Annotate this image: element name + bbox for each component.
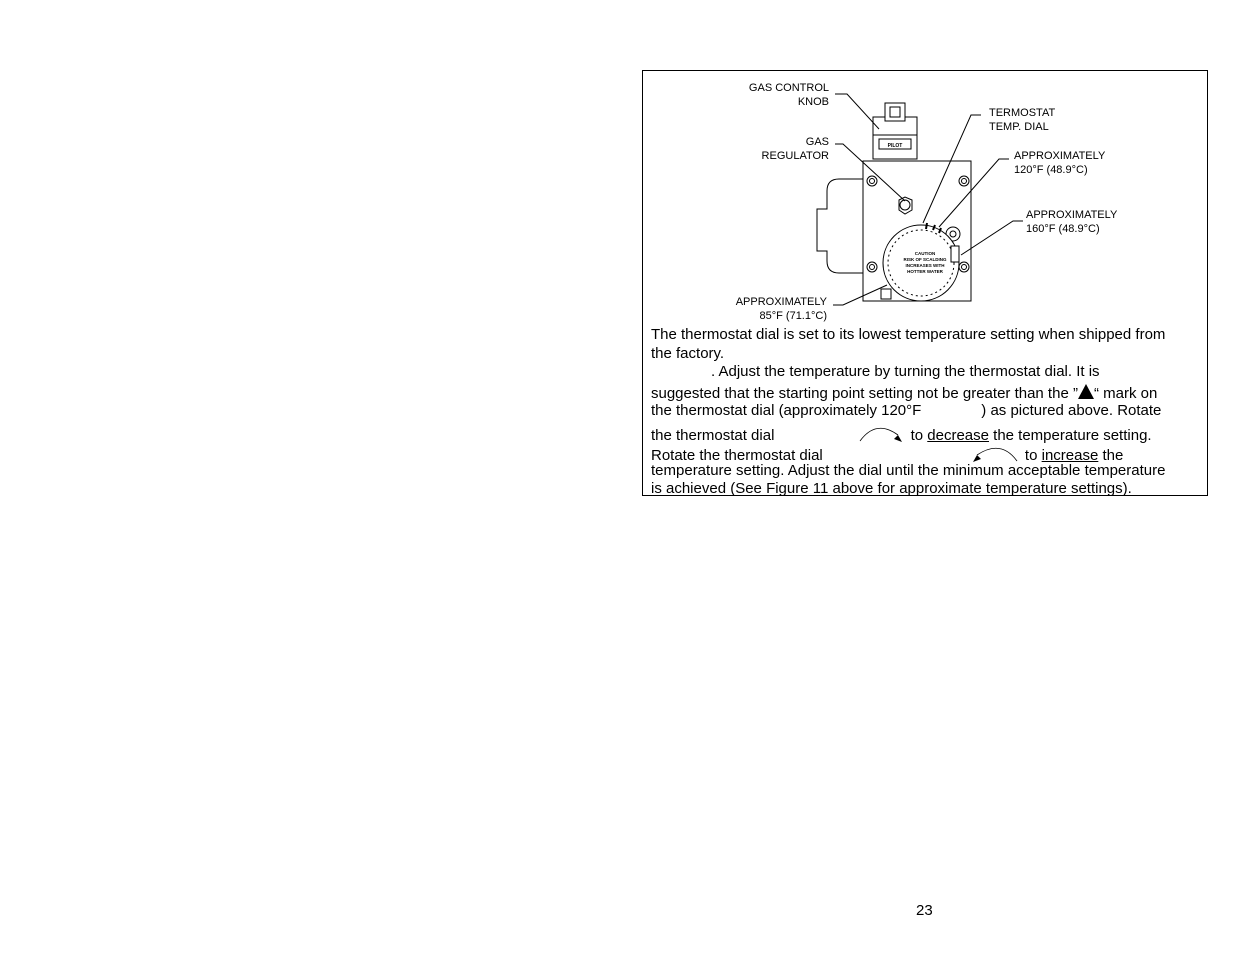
dial-caution-line-4: HOTTER WATER	[907, 269, 943, 274]
para-line-3: . Adjust the temperature by turning the thermostat dial. It is	[711, 363, 1100, 380]
page-number: 23	[916, 902, 933, 919]
para-line-6: the thermostat dial to decrease the temperature setting.	[651, 423, 1203, 442]
gas-control-knob-label: GAS CONTROL KNOB	[748, 82, 829, 108]
para-line-4: suggested that the starting point setting not be greater than the ” “ mark on	[651, 384, 1158, 402]
gas-regulator-label: GAS REGULATOR	[761, 136, 829, 162]
thermostat-dial-label: TERMOSTAT TEMP. DIAL	[989, 107, 1056, 133]
para-line-8: temperature setting. Adjust the dial until the minimum acceptable temperature	[651, 461, 1166, 479]
triangle-mark-icon	[1078, 384, 1094, 399]
para-line-2: the factory.	[651, 344, 725, 362]
pilot-marking: PILOT	[887, 143, 903, 149]
para-line-7: Rotate the thermostat dial to increase the	[651, 443, 1203, 462]
approx-160-label: APPROXIMATELY 160°F (48.9°C)	[1026, 209, 1118, 235]
gas-control-valve-diagram	[643, 71, 1209, 331]
thermostat-figure-box	[642, 70, 1208, 496]
dial-caution-line-3: INCREASES WITH	[905, 263, 945, 268]
para-line-1: The thermostat dial is set to its lowest temperature setting when shipped from	[651, 326, 1166, 343]
approx-85-label: APPROXIMATELY 85°F (71.1°C)	[735, 296, 827, 322]
para-line-5: the thermostat dial (approximately 120°F ) as pictured above. Rotate	[651, 402, 1162, 419]
para-line-9: is achieved (See Figure 11 above for approximate temperature settings).	[651, 480, 1132, 497]
dial-caution-line-2: RISK OF SCALDING	[903, 257, 947, 262]
clockwise-arrow-icon	[856, 423, 906, 443]
dial-caution-line-1: CAUTION	[914, 251, 936, 256]
thermostat-instructions	[651, 326, 1203, 499]
approx-120-label: APPROXIMATELY 120°F (48.9°C)	[1014, 150, 1106, 176]
counterclockwise-arrow-icon	[965, 443, 1021, 463]
